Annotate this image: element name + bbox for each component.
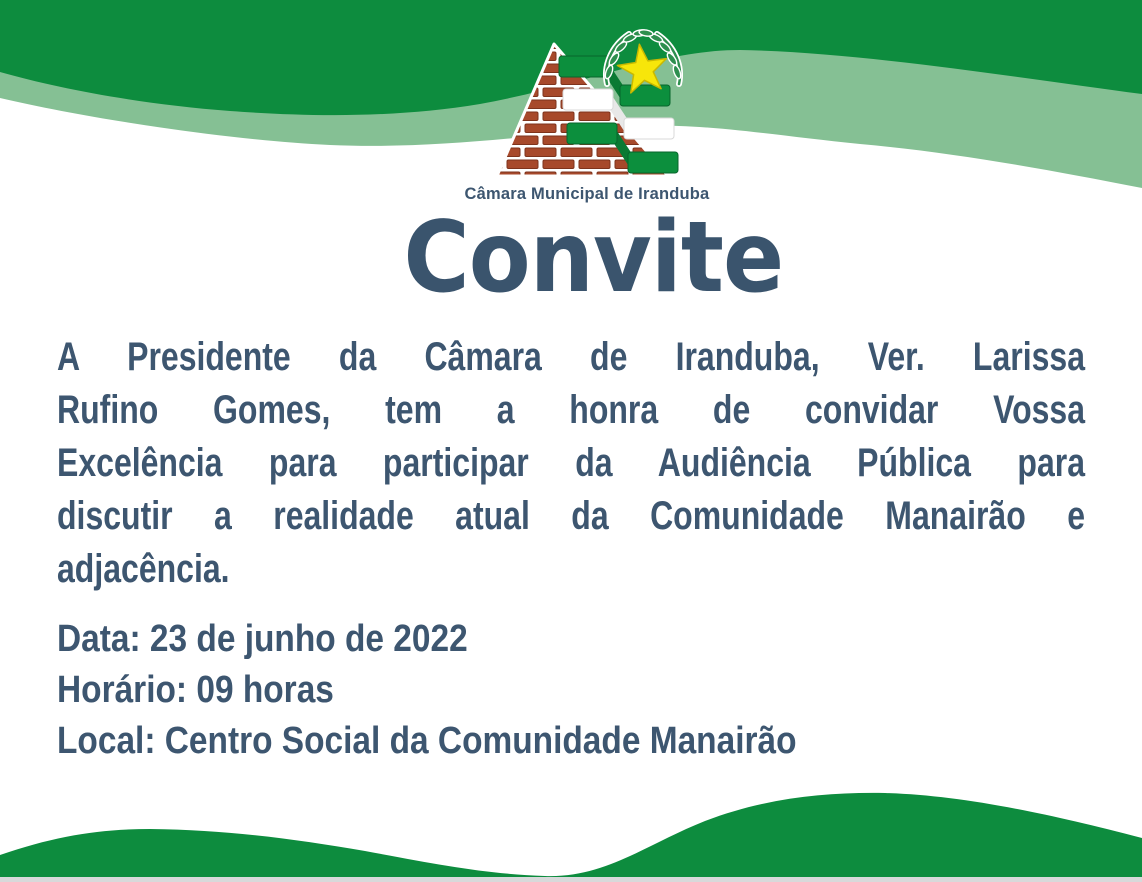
paragraph-line: Excelência para participar da Audiência Pública para [57, 441, 1085, 485]
page-title-wrap [0, 201, 1142, 315]
bottom-edge-strip [0, 877, 1142, 882]
event-details [57, 614, 1142, 767]
event-date: Data: 23 de junho de 2022 [57, 618, 468, 660]
page-title: Convite [403, 201, 783, 315]
event-location: Local: Centro Social da Comunidade Manairão [57, 720, 797, 762]
paragraph-line: A Presidente da Câmara de Iranduba, Ver. Larissa [57, 335, 1085, 379]
event-time: Horário: 09 horas [57, 669, 334, 711]
paragraph-line: Rufino Gomes, tem a honra de convidar Vossa [57, 388, 1085, 432]
bottom-wave-decoration [0, 787, 1142, 882]
logo-caption: Câmara Municipal de Iranduba [464, 185, 710, 203]
bottom-wave-green [0, 793, 1142, 882]
invitation-paragraph [57, 331, 1085, 596]
camara-iranduba-logo [487, 26, 717, 188]
paragraph-line: adjacência. [57, 547, 230, 591]
paragraph-line: discutir a realidade atual da Comunidade Manairão e [57, 494, 1085, 538]
